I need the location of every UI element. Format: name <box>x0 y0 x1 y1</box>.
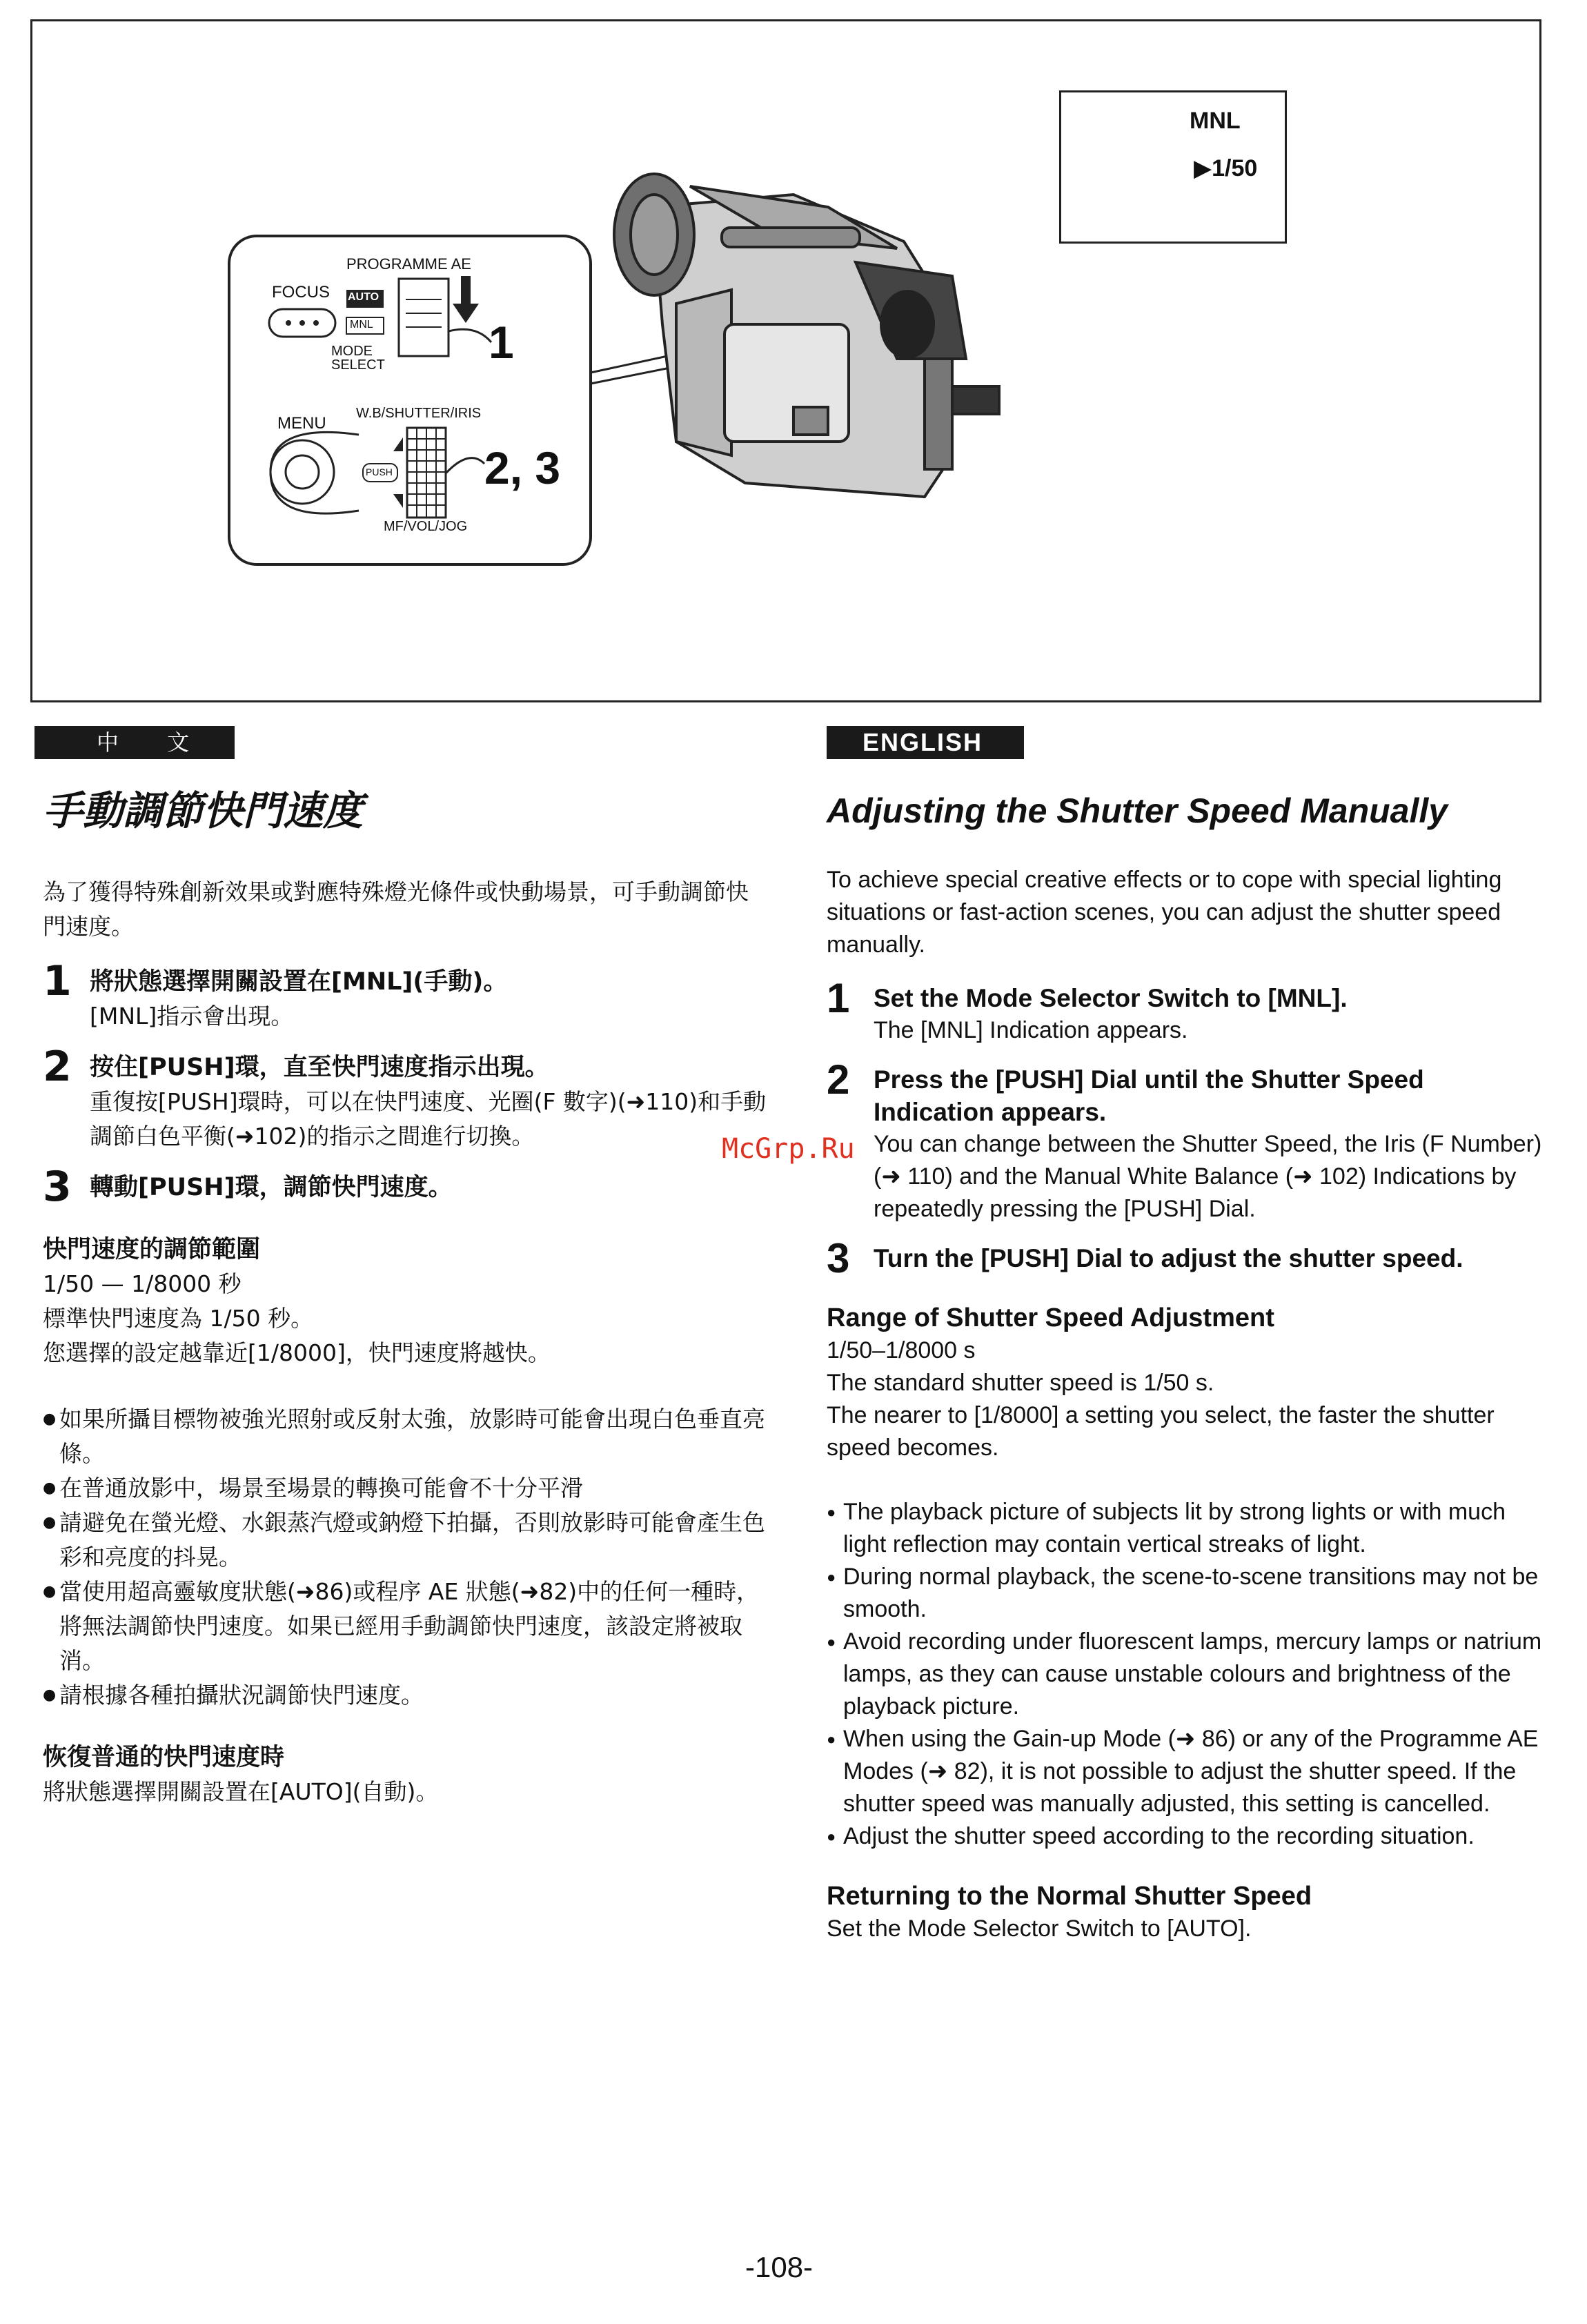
list-item: ● When using the Gain-up Mode (➜ 86) or any of the Programme AE Modes (➜ 82), it is not possible to adjust the shutter speed. If the shutter speed was manually adjusted, this setting is cancelled. <box>827 1723 1544 1820</box>
step-body: The [MNL] Indication appears. <box>874 1017 1188 1043</box>
label-push: PUSH <box>366 466 393 477</box>
label-wb-shutter-iris: W.B/SHUTTER/IRIS <box>356 406 482 421</box>
english-column <box>827 780 1544 1945</box>
list-item: ● Avoid recording under fluorescent lamps, mercury lamps or natrium lamps, as they can cause unstable colours and brightness of the playback picture. <box>827 1626 1544 1723</box>
label-focus: FOCUS <box>272 283 330 302</box>
english-return-heading: Returning to the Normal Shutter Speed <box>827 1882 1312 1911</box>
chinese-step-3 <box>43 1163 767 1211</box>
step-body: [MNL]指示會出現。 <box>90 1003 294 1030</box>
english-return-body: Set the Mode Selector Switch to [AUTO]. <box>827 1916 1252 1942</box>
english-notes-list <box>827 1496 1544 1853</box>
chinese-range-heading: 快門速度的調節範圍 <box>43 1236 261 1263</box>
english-range-line: 1/50–1/8000 s <box>827 1337 976 1363</box>
step-number: 1 <box>43 957 72 1005</box>
chinese-range-line: 1/50 — 1/8000 秒 <box>43 1270 241 1297</box>
label-mode: MODE <box>331 344 373 359</box>
label-menu: MENU <box>277 414 326 433</box>
lcd-shutter-indicator: ▶1/50 <box>1194 155 1258 181</box>
watermark: McGrp.Ru <box>722 1133 855 1165</box>
lcd-mode-indicator: MNL <box>1190 108 1241 134</box>
step-number: 3 <box>43 1163 72 1211</box>
step-title: Set the Mode Selector Switch to [MNL]. <box>874 984 1348 1012</box>
label-mnl: MNL <box>350 319 373 331</box>
list-item: ● 在普通放影中，場景至場景的轉換可能會不十分平滑 <box>43 1471 767 1506</box>
chinese-range-line: 標準快門速度為 1/50 秒。 <box>43 1305 314 1332</box>
camcorder-body <box>614 174 999 497</box>
step-number: 3 <box>827 1235 850 1281</box>
callout-step-1: 1 <box>489 317 514 368</box>
lcd-display <box>1059 90 1287 244</box>
list-item: ● 當使用超高靈敏度狀態(➜86)或程序 AE 狀態(➜82)中的任何一種時，將無法調節快門速度。如果已經用手動調節快門速度，該設定將被取消。 <box>43 1575 767 1678</box>
step-number: 2 <box>827 1056 850 1103</box>
english-step-2 <box>827 1056 1544 1225</box>
chinese-step-2 <box>43 1043 767 1154</box>
list-item: ● 如果所攝目標物被強光照射或反射太強，放影時可能會出現白色垂直亮條。 <box>43 1402 767 1471</box>
list-item: ● Adjust the shutter speed according to the recording situation. <box>827 1820 1544 1853</box>
chinese-column <box>43 780 767 1809</box>
chinese-return-heading: 恢復普通的快門速度時 <box>43 1744 285 1771</box>
english-step-3 <box>827 1235 1544 1281</box>
english-section-label: ENGLISH <box>827 726 1024 759</box>
english-intro: To achieve special creative effects or to cope with special lighting situations or fast-action scenes, you can adjust the shutter speed manually. <box>827 867 1502 958</box>
chinese-intro: 為了獲得特殊創新效果或對應特殊燈光條件或快動場景，可手動調節快門速度。 <box>43 878 749 940</box>
english-range-line: The nearer to [1/8000] a setting you select, the faster the shutter speed becomes. <box>827 1402 1495 1461</box>
step-title: 按住[PUSH]環，直至快門速度指示出現。 <box>90 1054 549 1081</box>
chinese-step-1 <box>43 957 767 1034</box>
step-body: 重復按[PUSH]環時，可以在快門速度、光圈(F 數字)(➜110)和手動調節白色平衡(➜102)的指示之間進行切換。 <box>90 1088 767 1150</box>
step-body: You can change between the Shutter Speed, the Iris (F Number) (➜ 110) and the Manual White Balance (➜ 102) Indications by repeatedly pressing the [PUSH] Dial. <box>874 1131 1542 1222</box>
label-mf-vol-jog: MF/VOL/JOG <box>384 519 468 534</box>
chinese-notes-list <box>43 1402 767 1713</box>
label-auto: AUTO <box>348 291 379 303</box>
english-step-1 <box>827 975 1544 1047</box>
chinese-title: 手動調節快門速度 <box>43 787 364 834</box>
camcorder-illustration <box>0 0 1587 718</box>
step-title: Press the [PUSH] Dial until the Shutter Speed Indication appears. <box>874 1065 1424 1126</box>
chinese-return-body: 將狀態選擇開關設置在[AUTO](自動)。 <box>43 1778 439 1805</box>
chinese-range-line: 您選擇的設定越靠近[1/8000]，快門速度將越快。 <box>43 1339 551 1366</box>
step-title: 轉動[PUSH]環，調節快門速度。 <box>90 1174 453 1201</box>
english-title: Adjusting the Shutter Speed Manually <box>827 791 1448 830</box>
label-select: SELECT <box>331 357 385 373</box>
english-range-line: The standard shutter speed is 1/50 s. <box>827 1370 1214 1396</box>
step-number: 2 <box>43 1043 72 1091</box>
page-number: -108- <box>745 2251 814 2283</box>
english-range-heading: Range of Shutter Speed Adjustment <box>827 1303 1274 1332</box>
list-item: ● During normal playback, the scene-to-scene transitions may not be smooth. <box>827 1561 1544 1626</box>
list-item: ● 請避免在螢光燈、水銀蒸汽燈或鈉燈下拍攝，否則放影時可能會產生色彩和亮度的抖晃。 <box>43 1506 767 1575</box>
mode-select-switch-icon <box>399 279 448 356</box>
step-title: 將狀態選擇開關設置在[MNL](手動)。 <box>90 968 508 996</box>
step-number: 1 <box>827 975 850 1021</box>
label-programme-ae: PROGRAMME AE <box>346 255 471 273</box>
callout-step-2-3: 2, 3 <box>484 442 561 493</box>
chinese-section-label: 中 文 <box>34 726 235 759</box>
step-title: Turn the [PUSH] Dial to adjust the shutter speed. <box>874 1244 1463 1272</box>
list-item: ● The playback picture of subjects lit by strong lights or with much light reflection may contain vertical streaks of light. <box>827 1496 1544 1561</box>
list-item: ● 請根據各種拍攝狀況調節快門速度。 <box>43 1678 767 1713</box>
